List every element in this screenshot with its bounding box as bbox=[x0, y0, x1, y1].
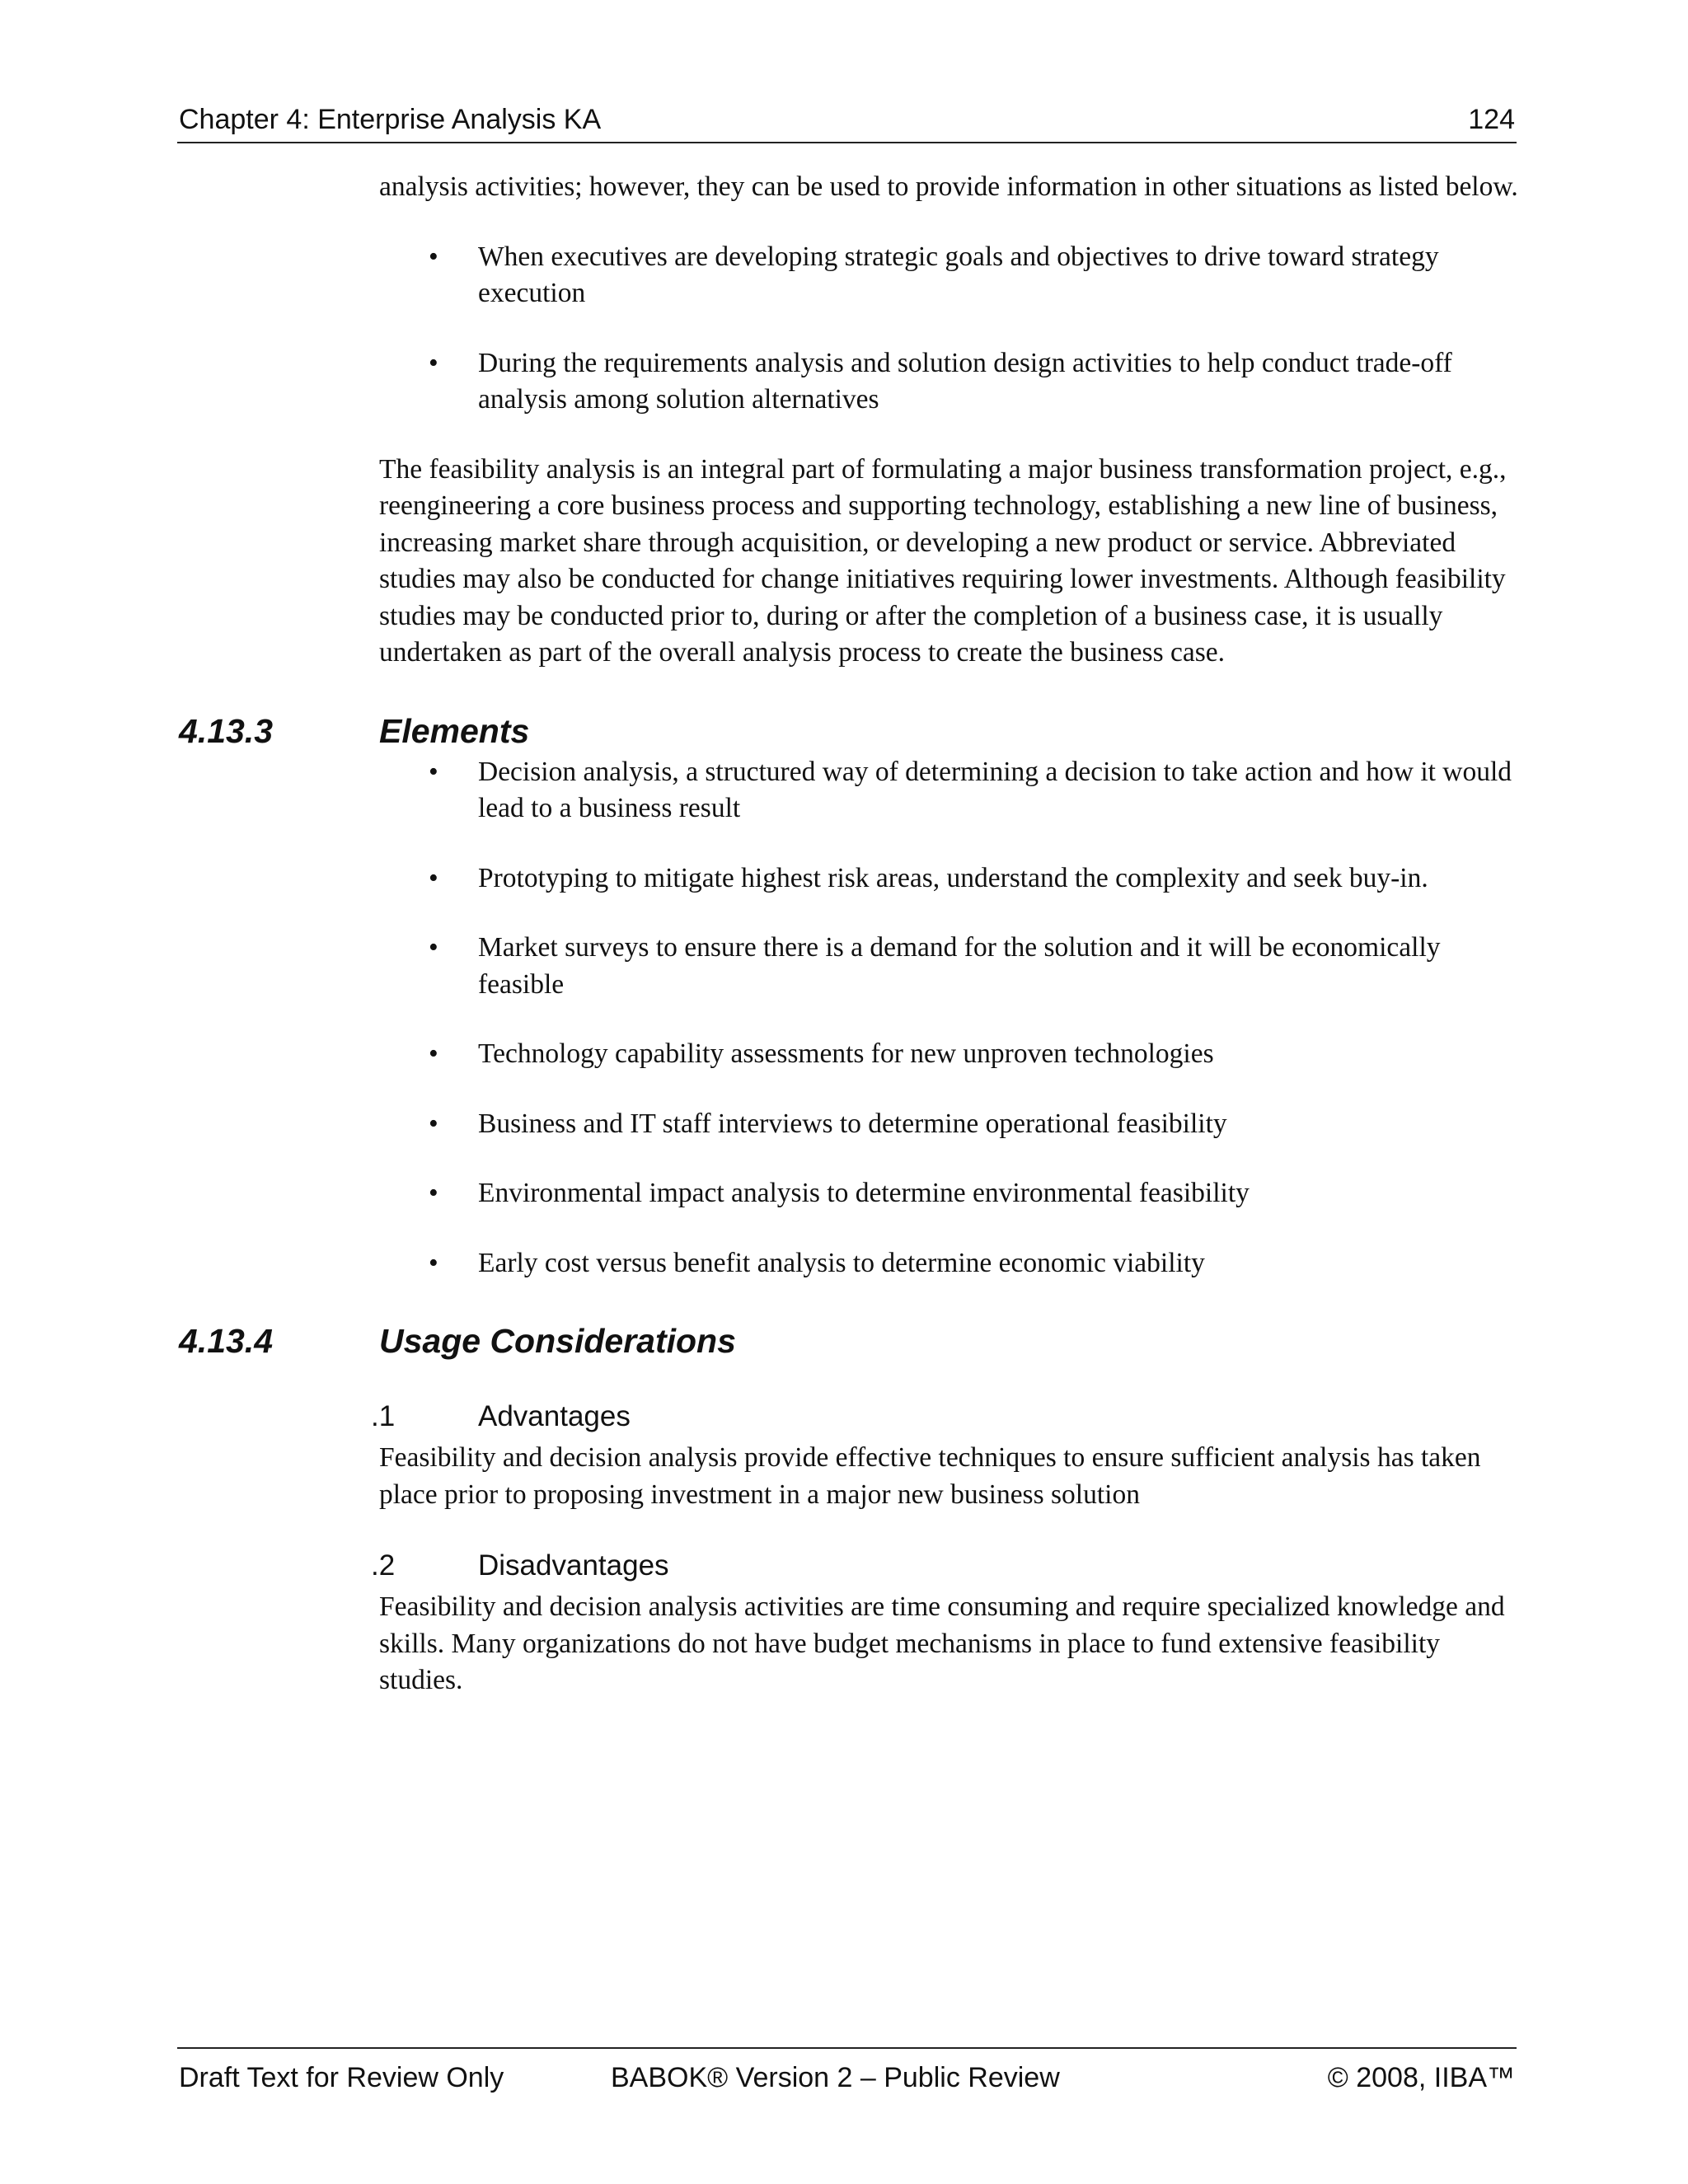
list-item bbox=[379, 1245, 1525, 1282]
bullet-icon: • bbox=[429, 1247, 438, 1278]
chapter-title: Chapter 4: Enterprise Analysis KA bbox=[179, 104, 602, 135]
bullet-icon: • bbox=[429, 862, 438, 893]
footer-version: BABOK® Version 2 – Public Review bbox=[611, 2062, 1060, 2093]
elements-bullet-list bbox=[379, 754, 1525, 1282]
section-heading-elements bbox=[179, 708, 1525, 754]
list-item-text: Decision analysis, a structured way of determining a decision to take action and how it would lead to a business result bbox=[478, 756, 1512, 823]
list-item bbox=[379, 860, 1525, 898]
disadvantages-paragraph: Feasibility and decision analysis activities are time consuming and require specialized knowledge and skills. Many organizations do not have budget mechanisms in place to fund extensive feasibility studies. bbox=[379, 1591, 1505, 1695]
list-item-text: When executives are developing strategic goals and objectives to drive toward strategy execution bbox=[478, 241, 1439, 308]
intro-bullet-list bbox=[379, 239, 1525, 419]
bullet-icon: • bbox=[429, 932, 438, 963]
page-footer bbox=[177, 2047, 1517, 2100]
section-number: 4.13.3 bbox=[179, 711, 273, 750]
section-heading-usage bbox=[179, 1318, 1525, 1364]
list-item bbox=[379, 345, 1525, 419]
list-item-text: Market surveys to ensure there is a demand for the solution and it will be economically feasible bbox=[478, 932, 1441, 1000]
list-item bbox=[379, 1036, 1525, 1073]
page-number: 124 bbox=[1468, 104, 1515, 135]
subsection-title: Advantages bbox=[478, 1400, 631, 1432]
list-item-text: Technology capability assessments for new unproven technologies bbox=[478, 1038, 1214, 1069]
list-item-text: Environmental impact analysis to determine environmental feasibility bbox=[478, 1178, 1250, 1208]
advantages-paragraph: Feasibility and decision analysis provide effective techniques to ensure sufficient analysis has taken place prior to proposing investment in a major new business solution bbox=[379, 1442, 1481, 1510]
list-item bbox=[379, 1106, 1525, 1143]
bullet-icon: • bbox=[429, 756, 438, 787]
subsection-number: .1 bbox=[371, 1400, 396, 1432]
subsection-heading-advantages bbox=[371, 1397, 1525, 1436]
section-title: Usage Considerations bbox=[379, 1322, 736, 1360]
list-item-text: During the requirements analysis and solution design activities to help conduct trade-off analysis among solution alternatives bbox=[478, 347, 1452, 415]
bullet-icon: • bbox=[429, 1108, 438, 1139]
list-item bbox=[379, 1175, 1525, 1212]
list-item bbox=[379, 754, 1525, 827]
footer-draft-note: Draft Text for Review Only bbox=[179, 2062, 504, 2093]
page-header bbox=[177, 97, 1517, 143]
list-item bbox=[379, 930, 1525, 1003]
list-item-text: Business and IT staff interviews to determine operational feasibility bbox=[478, 1108, 1227, 1139]
section-title: Elements bbox=[379, 711, 530, 750]
bullet-icon: • bbox=[429, 347, 438, 378]
subsection-heading-disadvantages bbox=[371, 1546, 1525, 1586]
list-item bbox=[379, 239, 1525, 312]
subsection-title: Disadvantages bbox=[478, 1549, 669, 1582]
feasibility-paragraph: The feasibility analysis is an integral part of formulating a major business transformation project, e.g., reengineering a core business process and supporting technology, establishing a new line of business, increasing market share through acquisition, or developing a new product or service. Abbreviated studies may also be conducted for change initiatives requiring lower investments. Although feasibility studies may be conducted prior to, during or after the completion of a business case, it is usually undertaken as part of the overall analysis process to create the business case. bbox=[379, 453, 1507, 668]
page-body bbox=[179, 169, 1525, 1699]
subsection-number: .2 bbox=[371, 1549, 396, 1582]
bullet-icon: • bbox=[429, 1038, 438, 1069]
section-number: 4.13.4 bbox=[179, 1322, 273, 1360]
bullet-icon: • bbox=[429, 1178, 438, 1208]
bullet-icon: • bbox=[429, 241, 438, 272]
footer-copyright: © 2008, IIBA™ bbox=[1327, 2062, 1515, 2093]
list-item-text: Prototyping to mitigate highest risk areas, understand the complexity and seek buy-in. bbox=[478, 862, 1428, 893]
list-item-text: Early cost versus benefit analysis to determine economic viability bbox=[478, 1247, 1205, 1278]
intro-paragraph: analysis activities; however, they can be used to provide information in other situations as listed below. bbox=[379, 171, 1518, 202]
